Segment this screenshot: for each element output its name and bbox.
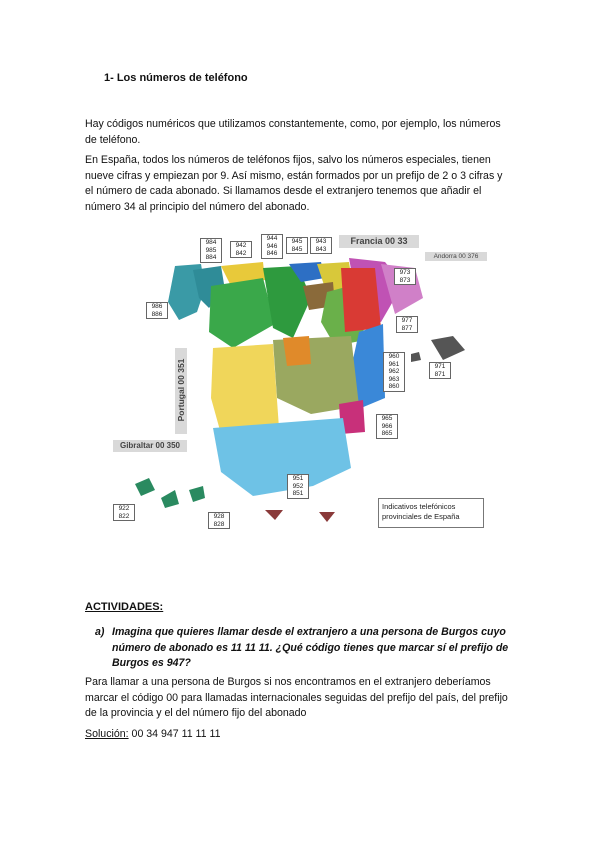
andorra-code-label: Andorra 00 376 xyxy=(425,252,487,261)
prefix-box-alicante: 965 966 865 xyxy=(376,414,398,439)
prefix-box-baleares: 971 871 xyxy=(429,362,451,379)
portugal-code-label xyxy=(175,348,187,434)
question-label: a) xyxy=(95,626,105,638)
spain-phone-prefix-map xyxy=(113,228,493,538)
explanation-paragraph: En España, todos los números de teléfonos fijos, salvo los números especiales, tienen nueve cifras y empiezan por 9. Así mismo, están formados por un prefijo de 2 o 3 cifras y el número de cada abonado. Si llamamos desde el extranjero tenemos que añadir el número 34 al principio del número del abonado. xyxy=(85,154,503,213)
prefix-box-pontevedra: 986 886 xyxy=(146,302,168,319)
gibraltar-code-label: Gibraltar 00 350 xyxy=(113,440,187,452)
portugal-code-text: Portugal 00 351 xyxy=(176,358,186,422)
prefix-box-tenerife: 922 822 xyxy=(113,504,135,521)
question-text: Imagina que quieres llamar desde el extranjero a una persona de Burgos cuyo número de abonado es 11 11 11. ¿Qué código tienes que marcar sí el prefijo de Burgos es 947? xyxy=(112,626,509,669)
answer-paragraph: Para llamar a una persona de Burgos si nos encontramos en el extranjero deberíamos marcar el código 00 para llamadas internacionales seguidas del prefijo del país, del prefijo de la provincia y el del número fijo del abonado xyxy=(85,676,508,719)
prefix-box-malaga: 951 952 851 xyxy=(287,474,309,499)
activities-heading: ACTIVIDADES: xyxy=(85,601,164,613)
solution-label: Solución: xyxy=(85,728,129,740)
intro-paragraph: Hay códigos numéricos que utilizamos constantemente, como, por ejemplo, los números de teléfono. xyxy=(85,118,501,146)
prefix-box-cantabria: 942 842 xyxy=(230,241,252,258)
prefix-box-tarragona: 977 877 xyxy=(396,316,418,333)
prefix-box-las-palmas: 928 828 xyxy=(208,512,230,529)
solution-value: 00 34 947 11 11 11 xyxy=(131,728,221,740)
map-caption: Indicativos telefónicos provinciales de España xyxy=(378,498,484,528)
solution-line xyxy=(85,728,221,740)
prefix-box-asturias: 984 985 884 xyxy=(200,238,222,263)
prefix-box-lleida: 973 873 xyxy=(394,268,416,285)
prefix-box-valencia: 960 961 962 963 860 xyxy=(383,352,405,392)
france-code-label: Francia 00 33 xyxy=(339,235,419,248)
section-heading: 1- Los números de teléfono xyxy=(104,72,248,84)
prefix-box-guipuzcoa: 943 843 xyxy=(310,237,332,254)
prefix-box-vizcaya: 944 946 846 xyxy=(261,234,283,259)
prefix-box-alava: 945 845 xyxy=(286,237,308,254)
